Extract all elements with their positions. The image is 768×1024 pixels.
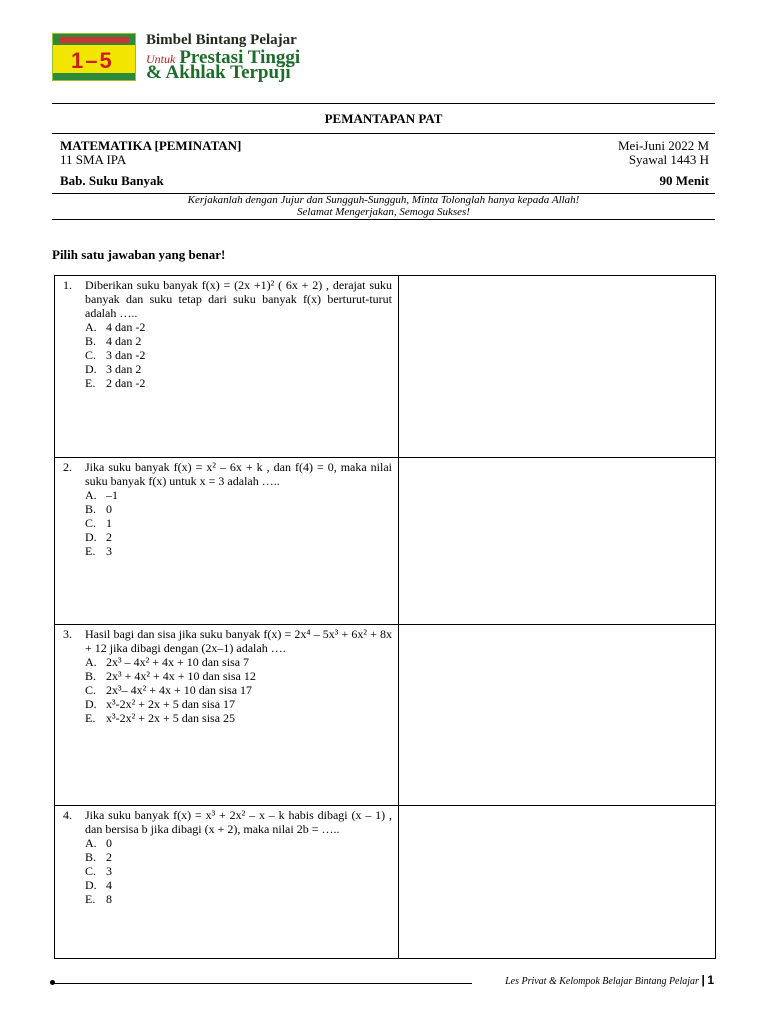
- option: C. 3 dan -2: [85, 348, 146, 362]
- option: D. 3 dan 2: [85, 362, 142, 376]
- questions-table: [54, 275, 716, 959]
- answer-cell[interactable]: [399, 806, 716, 959]
- page-number: 1: [707, 973, 714, 987]
- table-row: [55, 458, 716, 625]
- footer-sep: |: [701, 973, 705, 987]
- option: C. 2x³– 4x² + 4x + 10 dan sisa 17: [85, 683, 253, 697]
- question-number: 1.: [63, 278, 72, 292]
- option: E. 8: [85, 892, 112, 906]
- option: D. 4: [85, 878, 112, 892]
- brand-name: Bimbel Bintang Pelajar: [146, 32, 297, 48]
- question-text: Jika suku banyak f(x) = x³ + 2x² – x – k habis dibagi (x – 1) , dan bersisa b jika dibagi (x + 2), maka nilai 2b = …..: [85, 808, 392, 836]
- question-number: 2.: [63, 460, 72, 474]
- header-rule-4: [52, 219, 715, 220]
- brand-line2: Prestasi Tinggi: [179, 47, 301, 68]
- brand-untuk: Untuk: [146, 52, 176, 66]
- option: A. 2x³ – 4x² + 4x + 10 dan sisa 7: [85, 655, 250, 669]
- class-label: 11 SMA IPA: [60, 152, 127, 167]
- footer: [505, 973, 714, 987]
- exam-date: Mei-Juni 2022 M: [618, 138, 709, 153]
- option: C. 1: [85, 516, 112, 530]
- question-cell: [55, 276, 399, 458]
- question-number: 4.: [63, 808, 72, 822]
- header-rule-2: [52, 133, 715, 134]
- option: D. x³-2x² + 2x + 5 dan sisa 17: [85, 697, 236, 711]
- note-line-1: Kerjakanlah dengan Jujur dan Sungguh-Sungguh, Minta Tolonglah hanya kepada Allah!: [187, 194, 580, 206]
- question-number: 3.: [63, 627, 72, 641]
- note-line-2: Selamat Mengerjakan, Semoga Sukses!: [297, 206, 470, 218]
- answer-cell[interactable]: [399, 625, 716, 806]
- question-text: Jika suku banyak f(x) = x² – 6x + k , dan f(4) = 0, maka nilai suku banyak f(x) untuk x = 3 adalah …..: [85, 460, 392, 488]
- option: E. x³-2x² + 2x + 5 dan sisa 25: [85, 711, 236, 725]
- option: C. 3: [85, 864, 112, 878]
- footer-text: Les Privat & Kelompok Belajar Bintang Pelajar: [505, 976, 699, 987]
- subject: MATEMATIKA [PEMINATAN]: [60, 138, 242, 153]
- hijri-date: Syawal 1443 H: [628, 152, 709, 167]
- question-cell: [55, 625, 399, 806]
- option: A. –1: [85, 488, 118, 502]
- question-text: Hasil bagi dan sisa jika suku banyak f(x) = 2x⁴ – 5x³ + 6x² + 8x + 12 jika dibagi dengan (2x–1) adalah ….: [85, 627, 392, 655]
- option: B. 4 dan 2: [85, 334, 142, 348]
- brand-tagline-2: & Akhlak Terpuji: [146, 62, 291, 83]
- option: B. 2x³ + 4x² + 4x + 10 dan sisa 12: [85, 669, 256, 683]
- logo-big-text: 1–5: [71, 48, 114, 73]
- footer-rule: [52, 983, 472, 984]
- option: E. 2 dan -2: [85, 376, 146, 390]
- question-cell: [55, 458, 399, 625]
- table-row: [55, 625, 716, 806]
- option: B. 2: [85, 850, 112, 864]
- answer-cell[interactable]: [399, 458, 716, 625]
- exam-title: PEMANTAPAN PAT: [324, 111, 443, 126]
- table-row: [55, 276, 716, 458]
- option: A. 4 dan -2: [85, 320, 146, 334]
- question-cell: [55, 806, 399, 959]
- duration: 90 Menit: [659, 173, 709, 188]
- option: B. 0: [85, 502, 112, 516]
- answer-cell[interactable]: [399, 276, 716, 458]
- option: D. 2: [85, 530, 112, 544]
- question-text: Diberikan suku banyak f(x) = (2x +1)² ( 6x + 2) , derajat suku banyak dan suku tetap dari suku banyak f(x) berturut-turut adalah …..: [85, 278, 392, 320]
- option: A. 0: [85, 836, 112, 850]
- option: E. 3: [85, 544, 112, 558]
- table-row: [55, 806, 716, 959]
- chapter: Bab. Suku Banyak: [60, 173, 164, 188]
- logo-badge: [52, 33, 136, 81]
- header-rule-top: [52, 103, 715, 104]
- instruction: Pilih satu jawaban yang benar!: [52, 247, 226, 262]
